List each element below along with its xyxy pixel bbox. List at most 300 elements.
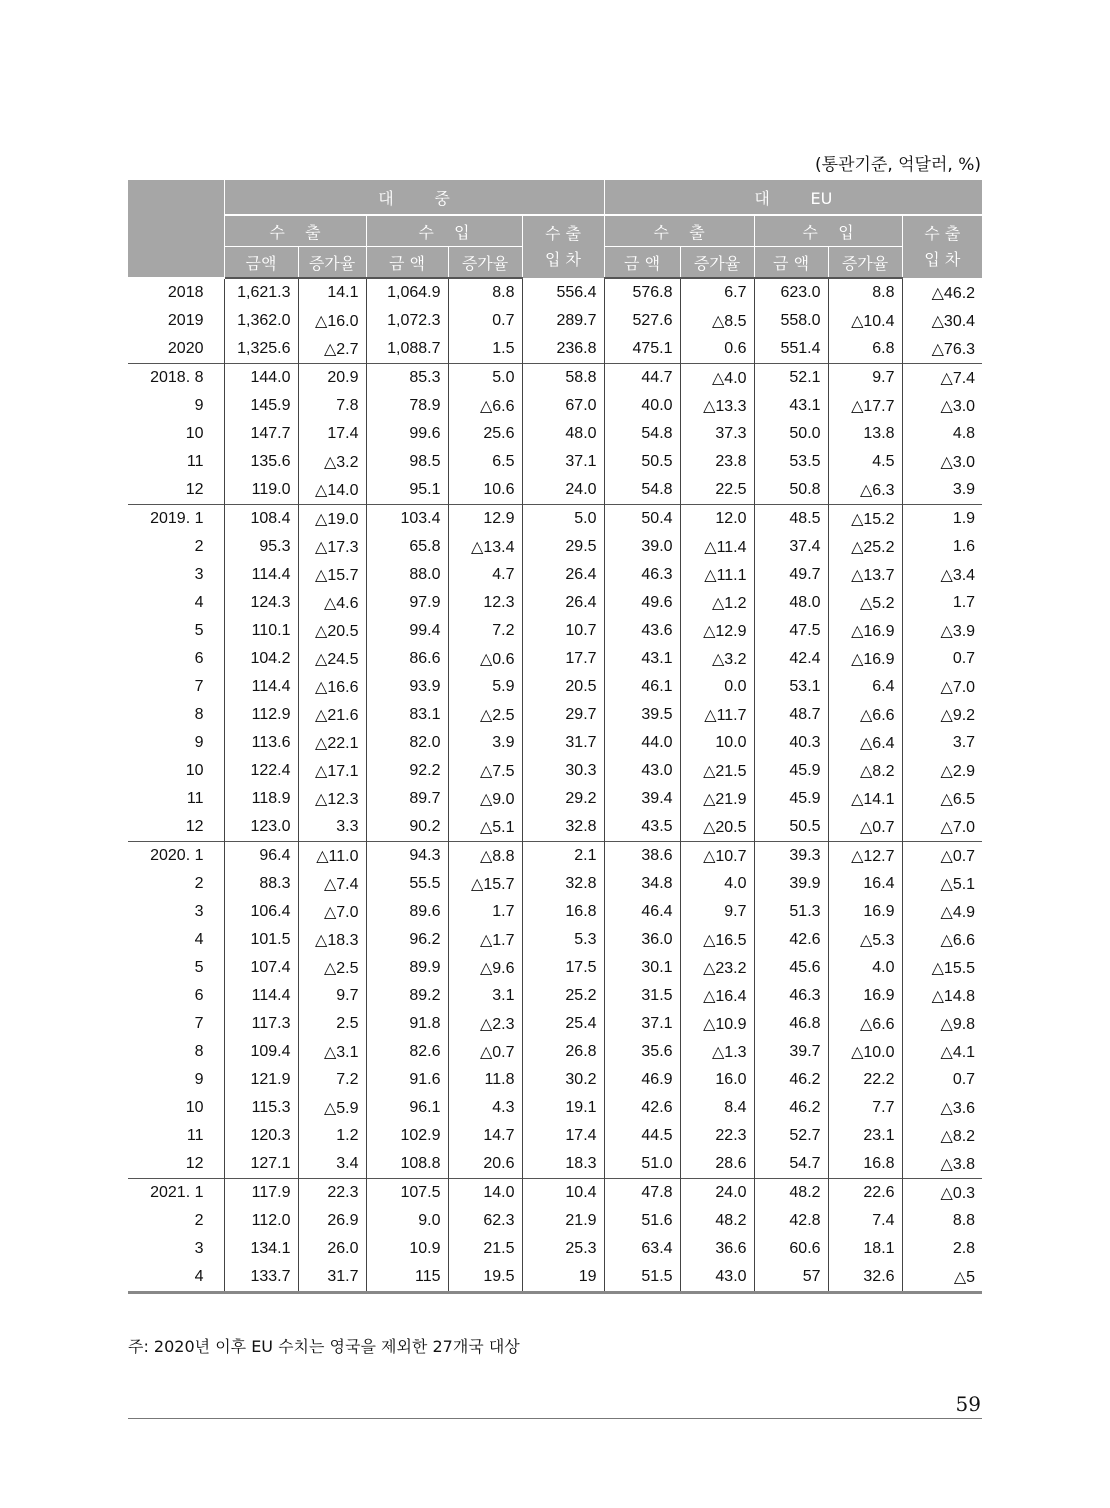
value-cell: △3.6 bbox=[902, 1094, 982, 1122]
value-cell: 5.9 bbox=[448, 673, 522, 701]
value-cell: 44.7 bbox=[604, 364, 680, 393]
value-cell: 86.6 bbox=[366, 645, 448, 673]
value-cell: 42.4 bbox=[754, 645, 828, 673]
value-cell: 117.3 bbox=[224, 1010, 298, 1038]
value-cell: △76.3 bbox=[902, 335, 982, 364]
value-cell: 48.2 bbox=[754, 1179, 828, 1208]
value-cell: 7.2 bbox=[298, 1066, 366, 1094]
value-cell: 58.8 bbox=[522, 364, 604, 393]
value-cell: 10.0 bbox=[680, 729, 754, 757]
value-cell: 40.3 bbox=[754, 729, 828, 757]
china-header: 대 중 bbox=[224, 180, 604, 215]
value-cell: 25.2 bbox=[522, 982, 604, 1010]
eu-export-growth-header: 증가율 bbox=[680, 247, 754, 279]
value-cell: △15.2 bbox=[828, 505, 902, 534]
value-cell: △14.8 bbox=[902, 982, 982, 1010]
value-cell: 17.4 bbox=[298, 420, 366, 448]
value-cell: 0.0 bbox=[680, 673, 754, 701]
value-cell: △10.4 bbox=[828, 307, 902, 335]
value-cell: 118.9 bbox=[224, 785, 298, 813]
value-cell: 55.5 bbox=[366, 870, 448, 898]
value-cell: △5.9 bbox=[298, 1094, 366, 1122]
value-cell: 37.1 bbox=[604, 1010, 680, 1038]
value-cell: 115 bbox=[366, 1263, 448, 1293]
value-cell: 46.4 bbox=[604, 898, 680, 926]
value-cell: △16.6 bbox=[298, 673, 366, 701]
period-cell: 4 bbox=[194, 931, 204, 948]
value-cell: 1.9 bbox=[902, 505, 982, 534]
period-cell: 10 bbox=[185, 1099, 204, 1116]
value-cell: 39.0 bbox=[604, 533, 680, 561]
period-cell: 2 bbox=[194, 538, 204, 555]
value-cell: 475.1 bbox=[604, 335, 680, 364]
value-cell: 103.4 bbox=[366, 505, 448, 534]
value-cell: 43.1 bbox=[754, 392, 828, 420]
value-cell: 39.5 bbox=[604, 701, 680, 729]
value-cell: △3.4 bbox=[902, 561, 982, 589]
value-cell: △20.5 bbox=[298, 617, 366, 645]
value-cell: 12.3 bbox=[448, 589, 522, 617]
value-cell: 9.7 bbox=[680, 898, 754, 926]
table-row bbox=[128, 364, 982, 393]
value-cell: 67.0 bbox=[522, 392, 604, 420]
value-cell: 48.0 bbox=[522, 420, 604, 448]
value-cell: 43.1 bbox=[604, 645, 680, 673]
value-cell: 22.5 bbox=[680, 476, 754, 505]
value-cell: 23.1 bbox=[828, 1122, 902, 1150]
value-cell: △3.1 bbox=[298, 1038, 366, 1066]
value-cell: 6.8 bbox=[828, 335, 902, 364]
value-cell: △11.1 bbox=[680, 561, 754, 589]
value-cell: 43.6 bbox=[604, 617, 680, 645]
period-cell: 5 bbox=[194, 622, 204, 639]
value-cell: 1.7 bbox=[902, 589, 982, 617]
table-row bbox=[128, 1179, 982, 1208]
value-cell: 1.6 bbox=[902, 533, 982, 561]
value-cell: 39.4 bbox=[604, 785, 680, 813]
value-cell: 26.0 bbox=[298, 1235, 366, 1263]
table-row bbox=[128, 701, 982, 729]
value-cell: 85.3 bbox=[366, 364, 448, 393]
value-cell: △17.3 bbox=[298, 533, 366, 561]
value-cell: 96.4 bbox=[224, 842, 298, 871]
value-cell: 54.8 bbox=[604, 420, 680, 448]
value-cell: 16.4 bbox=[828, 870, 902, 898]
value-cell: 23.8 bbox=[680, 448, 754, 476]
value-cell: △6.6 bbox=[448, 392, 522, 420]
value-cell: 527.6 bbox=[604, 307, 680, 335]
value-cell: 42.6 bbox=[604, 1094, 680, 1122]
period-cell: 2018. 8 bbox=[128, 364, 224, 393]
value-cell: 4.0 bbox=[680, 870, 754, 898]
value-cell: 556.4 bbox=[522, 278, 604, 307]
value-cell: 10.9 bbox=[366, 1235, 448, 1263]
value-cell: 46.2 bbox=[754, 1094, 828, 1122]
value-cell: △21.6 bbox=[298, 701, 366, 729]
value-cell: 21.9 bbox=[522, 1207, 604, 1235]
value-cell: 20.9 bbox=[298, 364, 366, 393]
value-cell: 53.5 bbox=[754, 448, 828, 476]
value-cell: 4.3 bbox=[448, 1094, 522, 1122]
value-cell: 1.2 bbox=[298, 1122, 366, 1150]
value-cell: △9.8 bbox=[902, 1010, 982, 1038]
value-cell: 1,621.3 bbox=[224, 278, 298, 307]
value-cell: 9.7 bbox=[828, 364, 902, 393]
footer-rule bbox=[128, 1418, 982, 1419]
value-cell: 4.5 bbox=[828, 448, 902, 476]
value-cell: 0.6 bbox=[680, 335, 754, 364]
period-cell: 11 bbox=[186, 1127, 204, 1144]
value-cell: 92.2 bbox=[366, 757, 448, 785]
value-cell: 32.8 bbox=[522, 870, 604, 898]
value-cell: 95.3 bbox=[224, 533, 298, 561]
value-cell: 34.8 bbox=[604, 870, 680, 898]
table-row bbox=[128, 813, 982, 842]
value-cell: △19.0 bbox=[298, 505, 366, 534]
value-cell: 43.5 bbox=[604, 813, 680, 842]
period-cell: 12 bbox=[185, 1155, 204, 1172]
value-cell: △6.6 bbox=[828, 701, 902, 729]
value-cell: 124.3 bbox=[224, 589, 298, 617]
period-cell: 2019 bbox=[167, 312, 204, 329]
china-import-amount-header: 금 액 bbox=[366, 247, 448, 279]
value-cell: 51.6 bbox=[604, 1207, 680, 1235]
value-cell: △2.9 bbox=[902, 757, 982, 785]
value-cell: 236.8 bbox=[522, 335, 604, 364]
value-cell: 48.5 bbox=[754, 505, 828, 534]
period-cell: 7 bbox=[194, 678, 204, 695]
value-cell: 93.9 bbox=[366, 673, 448, 701]
value-cell: 52.7 bbox=[754, 1122, 828, 1150]
value-cell: 107.5 bbox=[366, 1179, 448, 1208]
value-cell: 20.6 bbox=[448, 1150, 522, 1179]
value-cell: 3.7 bbox=[902, 729, 982, 757]
value-cell: 25.4 bbox=[522, 1010, 604, 1038]
value-cell: 50.0 bbox=[754, 420, 828, 448]
period-cell: 11 bbox=[186, 453, 204, 470]
value-cell: 1.7 bbox=[448, 898, 522, 926]
table-row bbox=[128, 505, 982, 534]
value-cell: △12.9 bbox=[680, 617, 754, 645]
value-cell: 51.5 bbox=[604, 1263, 680, 1293]
value-cell: 83.1 bbox=[366, 701, 448, 729]
value-cell: 2.8 bbox=[902, 1235, 982, 1263]
eu-import-amount-header: 금 액 bbox=[754, 247, 828, 279]
value-cell: 8.4 bbox=[680, 1094, 754, 1122]
value-cell: 108.8 bbox=[366, 1150, 448, 1179]
value-cell: 16.8 bbox=[828, 1150, 902, 1179]
value-cell: △11.0 bbox=[298, 842, 366, 871]
value-cell: 94.3 bbox=[366, 842, 448, 871]
period-cell: 10 bbox=[185, 762, 204, 779]
value-cell: △8.5 bbox=[680, 307, 754, 335]
value-cell: 14.0 bbox=[448, 1179, 522, 1208]
value-cell: △2.5 bbox=[298, 954, 366, 982]
value-cell: 8.8 bbox=[902, 1207, 982, 1235]
period-cell: 7 bbox=[194, 1015, 204, 1032]
value-cell: 88.0 bbox=[366, 561, 448, 589]
value-cell: 14.1 bbox=[298, 278, 366, 307]
value-cell: 145.9 bbox=[224, 392, 298, 420]
table-row bbox=[128, 842, 982, 871]
period-cell: 6 bbox=[194, 987, 204, 1004]
value-cell: △9.6 bbox=[448, 954, 522, 982]
value-cell: 39.7 bbox=[754, 1038, 828, 1066]
value-cell: 39.3 bbox=[754, 842, 828, 871]
value-cell: 112.9 bbox=[224, 701, 298, 729]
value-cell: △3.9 bbox=[902, 617, 982, 645]
value-cell: 60.6 bbox=[754, 1235, 828, 1263]
value-cell: 99.4 bbox=[366, 617, 448, 645]
value-cell: 114.4 bbox=[224, 673, 298, 701]
value-cell: △21.9 bbox=[680, 785, 754, 813]
value-cell: △13.4 bbox=[448, 533, 522, 561]
value-cell: △25.2 bbox=[828, 533, 902, 561]
period-cell: 3 bbox=[194, 1240, 204, 1257]
period-cell: 5 bbox=[194, 959, 204, 976]
value-cell: 0.7 bbox=[902, 1066, 982, 1094]
value-cell: 54.7 bbox=[754, 1150, 828, 1179]
footnote: 주: 2020년 이후 EU 수치는 영국을 제외한 27개국 대상 bbox=[128, 1337, 520, 1356]
table-row bbox=[128, 926, 982, 954]
value-cell: 144.0 bbox=[224, 364, 298, 393]
value-cell: △14.1 bbox=[828, 785, 902, 813]
value-cell: 42.8 bbox=[754, 1207, 828, 1235]
value-cell: △13.7 bbox=[828, 561, 902, 589]
period-cell: 12 bbox=[185, 818, 204, 835]
value-cell: 0.7 bbox=[448, 307, 522, 335]
eu-balance-header bbox=[902, 215, 982, 278]
value-cell: 8.8 bbox=[828, 278, 902, 307]
period-cell: 2020. 1 bbox=[128, 842, 224, 871]
value-cell: △11.7 bbox=[680, 701, 754, 729]
table-row bbox=[128, 1122, 982, 1150]
value-cell: 46.1 bbox=[604, 673, 680, 701]
period-cell: 6 bbox=[194, 650, 204, 667]
value-cell: 3.4 bbox=[298, 1150, 366, 1179]
value-cell: △9.0 bbox=[448, 785, 522, 813]
value-cell: 135.6 bbox=[224, 448, 298, 476]
value-cell: 13.8 bbox=[828, 420, 902, 448]
value-cell: 46.9 bbox=[604, 1066, 680, 1094]
value-cell: 25.3 bbox=[522, 1235, 604, 1263]
value-cell: 95.1 bbox=[366, 476, 448, 505]
value-cell: △6.5 bbox=[902, 785, 982, 813]
china-export-amount-header: 금액 bbox=[224, 247, 298, 279]
value-cell: △24.5 bbox=[298, 645, 366, 673]
value-cell: 96.1 bbox=[366, 1094, 448, 1122]
value-cell: △8.2 bbox=[902, 1122, 982, 1150]
value-cell: 22.3 bbox=[298, 1179, 366, 1208]
value-cell: △3.2 bbox=[680, 645, 754, 673]
value-cell: △3.0 bbox=[902, 392, 982, 420]
value-cell: △2.7 bbox=[298, 335, 366, 364]
value-cell: △5 bbox=[902, 1263, 982, 1293]
eu-export-amount-header: 금 액 bbox=[604, 247, 680, 279]
value-cell: 5.0 bbox=[522, 505, 604, 534]
value-cell: △5.2 bbox=[828, 589, 902, 617]
period-cell: 12 bbox=[185, 481, 204, 498]
value-cell: 22.6 bbox=[828, 1179, 902, 1208]
value-cell: △10.7 bbox=[680, 842, 754, 871]
eu-header: 대 EU bbox=[604, 180, 982, 215]
table-row bbox=[128, 898, 982, 926]
value-cell: 25.6 bbox=[448, 420, 522, 448]
value-cell: 35.6 bbox=[604, 1038, 680, 1066]
value-cell: 47.5 bbox=[754, 617, 828, 645]
table-row bbox=[128, 589, 982, 617]
value-cell: 6.7 bbox=[680, 278, 754, 307]
value-cell: 7.7 bbox=[828, 1094, 902, 1122]
value-cell: △4.9 bbox=[902, 898, 982, 926]
table-row bbox=[128, 533, 982, 561]
value-cell: △7.5 bbox=[448, 757, 522, 785]
value-cell: △16.9 bbox=[828, 617, 902, 645]
value-cell: 133.7 bbox=[224, 1263, 298, 1293]
value-cell: △8.2 bbox=[828, 757, 902, 785]
value-cell: 2.5 bbox=[298, 1010, 366, 1038]
value-cell: 50.8 bbox=[754, 476, 828, 505]
value-cell: 44.5 bbox=[604, 1122, 680, 1150]
period-cell: 2 bbox=[194, 1212, 204, 1229]
china-balance-bottom: 입 차 bbox=[545, 249, 582, 269]
period-cell: 9 bbox=[194, 1071, 204, 1088]
value-cell: △10.0 bbox=[828, 1038, 902, 1066]
value-cell: △5.1 bbox=[448, 813, 522, 842]
value-cell: 29.5 bbox=[522, 533, 604, 561]
table-row bbox=[128, 982, 982, 1010]
table-row bbox=[128, 392, 982, 420]
value-cell: 576.8 bbox=[604, 278, 680, 307]
value-cell: △15.5 bbox=[902, 954, 982, 982]
value-cell: 10.4 bbox=[522, 1179, 604, 1208]
value-cell: 50.5 bbox=[754, 813, 828, 842]
table-row bbox=[128, 954, 982, 982]
value-cell: 1,362.0 bbox=[224, 307, 298, 335]
value-cell: 18.1 bbox=[828, 1235, 902, 1263]
value-cell: 123.0 bbox=[224, 813, 298, 842]
value-cell: △21.5 bbox=[680, 757, 754, 785]
value-cell: 32.8 bbox=[522, 813, 604, 842]
table-row bbox=[128, 1235, 982, 1263]
value-cell: △2.5 bbox=[448, 701, 522, 729]
value-cell: 3.9 bbox=[448, 729, 522, 757]
value-cell: △3.8 bbox=[902, 1150, 982, 1179]
value-cell: 89.6 bbox=[366, 898, 448, 926]
value-cell: 112.0 bbox=[224, 1207, 298, 1235]
eu-balance-bottom: 입 차 bbox=[924, 249, 961, 269]
value-cell: △15.7 bbox=[298, 561, 366, 589]
period-cell: 2021. 1 bbox=[128, 1179, 224, 1208]
value-cell: 22.3 bbox=[680, 1122, 754, 1150]
value-cell: 31.7 bbox=[522, 729, 604, 757]
value-cell: △15.7 bbox=[448, 870, 522, 898]
value-cell: 52.1 bbox=[754, 364, 828, 393]
value-cell: 7.4 bbox=[828, 1207, 902, 1235]
table-row bbox=[128, 645, 982, 673]
value-cell: 6.5 bbox=[448, 448, 522, 476]
period-cell: 8 bbox=[194, 706, 204, 723]
period-cell: 4 bbox=[194, 594, 204, 611]
value-cell: 82.6 bbox=[366, 1038, 448, 1066]
value-cell: △16.5 bbox=[680, 926, 754, 954]
value-cell: 88.3 bbox=[224, 870, 298, 898]
value-cell: 1,088.7 bbox=[366, 335, 448, 364]
period-cell: 8 bbox=[194, 1043, 204, 1060]
eu-balance-top: 수 출 bbox=[924, 223, 961, 243]
period-cell: 3 bbox=[194, 566, 204, 583]
table-row bbox=[128, 1150, 982, 1179]
value-cell: 99.6 bbox=[366, 420, 448, 448]
value-cell: 78.9 bbox=[366, 392, 448, 420]
value-cell: 108.4 bbox=[224, 505, 298, 534]
table-row bbox=[128, 673, 982, 701]
table-row bbox=[128, 335, 982, 364]
value-cell: 89.9 bbox=[366, 954, 448, 982]
value-cell: △3.0 bbox=[902, 448, 982, 476]
value-cell: 22.2 bbox=[828, 1066, 902, 1094]
value-cell: 106.4 bbox=[224, 898, 298, 926]
value-cell: 147.7 bbox=[224, 420, 298, 448]
value-cell: △16.0 bbox=[298, 307, 366, 335]
value-cell: 44.0 bbox=[604, 729, 680, 757]
value-cell: 4.7 bbox=[448, 561, 522, 589]
value-cell: 119.0 bbox=[224, 476, 298, 505]
value-cell: 46.8 bbox=[754, 1010, 828, 1038]
value-cell: 63.4 bbox=[604, 1235, 680, 1263]
value-cell: 102.9 bbox=[366, 1122, 448, 1150]
value-cell: 21.5 bbox=[448, 1235, 522, 1263]
value-cell: 14.7 bbox=[448, 1122, 522, 1150]
value-cell: 26.8 bbox=[522, 1038, 604, 1066]
value-cell: 134.1 bbox=[224, 1235, 298, 1263]
value-cell: 30.2 bbox=[522, 1066, 604, 1094]
value-cell: △17.1 bbox=[298, 757, 366, 785]
value-cell: 51.3 bbox=[754, 898, 828, 926]
value-cell: 53.1 bbox=[754, 673, 828, 701]
value-cell: 19.5 bbox=[448, 1263, 522, 1293]
table-row bbox=[128, 1263, 982, 1293]
value-cell: 12.9 bbox=[448, 505, 522, 534]
value-cell: 3.9 bbox=[902, 476, 982, 505]
value-cell: 5.0 bbox=[448, 364, 522, 393]
value-cell: 120.3 bbox=[224, 1122, 298, 1150]
value-cell: 49.7 bbox=[754, 561, 828, 589]
value-cell: 109.4 bbox=[224, 1038, 298, 1066]
value-cell: 96.2 bbox=[366, 926, 448, 954]
value-cell: △6.3 bbox=[828, 476, 902, 505]
value-cell: 19 bbox=[522, 1263, 604, 1293]
value-cell: 10.6 bbox=[448, 476, 522, 505]
eu-export-header: 수 출 bbox=[604, 215, 754, 247]
value-cell: 3.1 bbox=[448, 982, 522, 1010]
value-cell: 50.5 bbox=[604, 448, 680, 476]
value-cell: △13.3 bbox=[680, 392, 754, 420]
value-cell: 127.1 bbox=[224, 1150, 298, 1179]
value-cell: 98.5 bbox=[366, 448, 448, 476]
value-cell: △12.7 bbox=[828, 842, 902, 871]
period-cell: 3 bbox=[194, 903, 204, 920]
value-cell: 8.8 bbox=[448, 278, 522, 307]
value-cell: 46.3 bbox=[754, 982, 828, 1010]
period-cell: 10 bbox=[185, 425, 204, 442]
value-cell: 82.0 bbox=[366, 729, 448, 757]
period-cell: 2 bbox=[194, 875, 204, 892]
value-cell: △9.2 bbox=[902, 701, 982, 729]
value-cell: △3.2 bbox=[298, 448, 366, 476]
value-cell: 115.3 bbox=[224, 1094, 298, 1122]
china-export-header: 수 출 bbox=[224, 215, 366, 247]
